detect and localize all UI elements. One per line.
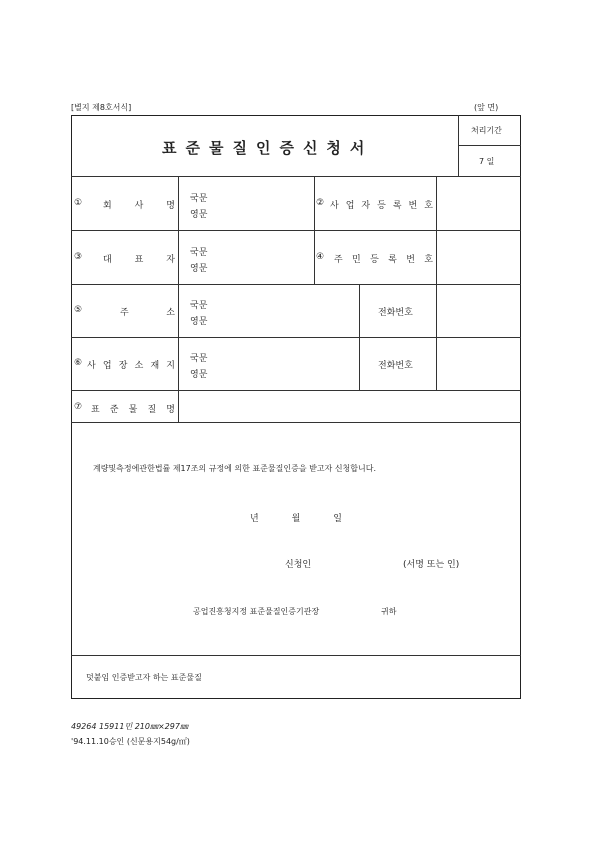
row-number: ⑦ (74, 402, 83, 412)
label-char: 등 (370, 255, 379, 265)
label-char: 주 (334, 255, 343, 265)
label-char: 업 (345, 201, 355, 211)
label-char: 회 (103, 201, 112, 211)
date-month: 월 (291, 514, 301, 524)
english-label: 영문 (190, 264, 208, 274)
label-char: 사 (330, 201, 339, 211)
label-char: 번 (406, 255, 415, 265)
footer-approval: '94.11.10승인 (신문용지54g/㎡) (71, 737, 190, 746)
label-char: 등 (377, 201, 386, 211)
processing-value: 7 일 (479, 157, 495, 166)
divider (71, 337, 521, 338)
label-address (120, 305, 175, 318)
row-number: ⑤ (74, 305, 83, 315)
form-id: [별지 제8호서식] (71, 103, 132, 112)
date-year: 년 (250, 514, 259, 524)
label-char: 번 (408, 201, 418, 211)
label-business-number (330, 198, 433, 211)
label-char: 표 (91, 405, 100, 415)
label-resident-number (334, 252, 433, 265)
label-char: 지 (166, 361, 175, 371)
label-char: 장 (118, 361, 128, 371)
divider (71, 284, 521, 285)
label-char: 명 (166, 405, 175, 415)
english-label: 영문 (190, 370, 208, 380)
phone-label: 전화번호 (378, 308, 413, 318)
divider (71, 655, 521, 656)
footer-code: 49264 15911민 210㎜×297㎜ (71, 722, 188, 731)
korean-label: 국문 (190, 194, 208, 204)
divider (71, 230, 521, 231)
label-char: 사 (134, 201, 144, 211)
english-label: 영문 (190, 210, 208, 220)
korean-label: 국문 (190, 248, 208, 258)
row-number: ③ (74, 252, 83, 262)
label-char: 업 (102, 361, 112, 371)
label-char: 주 (120, 308, 129, 318)
english-label: 영문 (190, 317, 208, 327)
divider (178, 176, 179, 422)
label-char: 자 (166, 255, 175, 265)
label-char: 대 (103, 255, 112, 265)
attachment-note: 덧붙임 인증받고자 하는 표준물질 (86, 673, 202, 682)
label-business-site (87, 358, 175, 371)
divider (71, 422, 521, 423)
label-char: 질 (147, 405, 157, 415)
divider (359, 284, 360, 390)
divider (436, 176, 437, 390)
processing-label: 처리기간 (471, 126, 502, 135)
divider (458, 145, 521, 146)
label-char: 사 (87, 361, 96, 371)
application-statement: 계량및측정에관한법률 제17조의 규정에 의한 표준물질인증을 받고자 신청합니다. (93, 464, 377, 473)
label-char: 소 (166, 308, 175, 318)
page-side: (앞 면) (474, 103, 499, 112)
label-char: 명 (166, 201, 175, 211)
divider (458, 115, 459, 176)
form-title: 표준물질인증신청서 (162, 139, 374, 157)
label-char: 재 (150, 361, 160, 371)
label-char: 준 (109, 405, 119, 415)
label-char: 자 (361, 201, 371, 211)
label-char: 호 (424, 255, 433, 265)
korean-label: 국문 (190, 354, 208, 364)
signature-note: (서명 또는 인) (403, 560, 460, 570)
label-representative (103, 252, 175, 265)
divider (314, 176, 315, 284)
row-number: ④ (316, 252, 325, 262)
label-char: 호 (424, 201, 433, 211)
label-char: 물 (128, 405, 138, 415)
date-day: 일 (333, 514, 342, 524)
honorific: 귀하 (381, 607, 397, 616)
applicant-label: 신청인 (285, 560, 312, 570)
label-char: 민 (352, 255, 361, 265)
row-number: ① (74, 198, 83, 208)
korean-label: 국문 (190, 301, 208, 311)
divider (71, 390, 521, 391)
label-char: 표 (134, 255, 144, 265)
recipient: 공업진흥청지정 표준물질인증기관장 (193, 607, 320, 616)
label-company-name (103, 198, 175, 211)
label-material-name (91, 402, 175, 415)
label-char: 소 (134, 361, 144, 371)
date-line (250, 511, 342, 524)
label-char: 록 (392, 201, 402, 211)
phone-label: 전화번호 (378, 361, 413, 371)
row-number: ② (316, 198, 325, 208)
divider (71, 176, 521, 177)
label-char: 록 (388, 255, 397, 265)
row-number: ⑥ (74, 358, 83, 368)
